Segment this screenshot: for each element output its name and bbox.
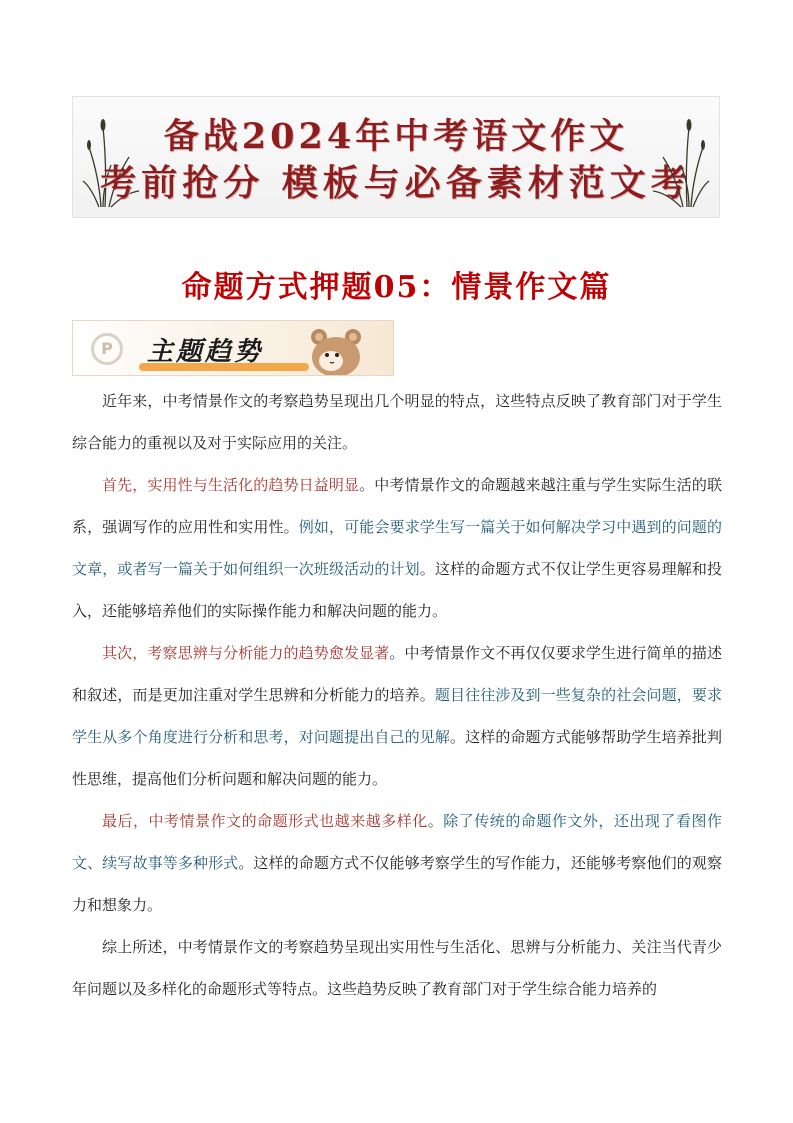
highlight-red-text: 其次，考察思辨与分析能力的趋势愈发显著 [102, 644, 390, 662]
paragraph-text: 。中考情景作文的命题越来越注重与学生实际生活的联系，强调写作的应用性和实用性。 [72, 476, 722, 536]
article-body [72, 380, 722, 1010]
paragraph-text: 。这样的命题方式不仅让学生更容易理解和投入，还能够培养他们的实际操作能力和解决问题的能力。 [72, 560, 722, 620]
paragraph-text: 综上所述，中考情景作文的考察趋势呈现出实用性与生活化、思辨与分析能力、关注当代青少年问题以及多样化的命题形式等特点。这些趋势反映了教育部门对于学生综合能力培养的 [72, 938, 722, 998]
highlight-teal-text: 除了传统的命题作文外，还出现了看图作文、续写故事等多种形式 [72, 812, 722, 872]
paragraph [72, 632, 722, 800]
paragraph [72, 380, 722, 464]
paragraph [72, 800, 722, 926]
highlight-teal-text: 例如，可能会要求学生写一篇关于如何解决学习中遇到的问题的文章，或者写一篇关于如何组织一次班级活动的计划 [72, 518, 722, 578]
paragraph-text: 。 [427, 812, 444, 830]
paragraph [72, 464, 722, 632]
banner-line-1: 备战2024年中考语文作文 [163, 116, 629, 157]
highlight-red-text: 首先，实用性与生活化的趋势日益明显 [102, 476, 360, 494]
paragraph-text: 。中考情景作文不再仅仅要求学生进行简单的描述和叙述，而是更加注重对学生思辨和分析能力的培养。 [72, 644, 722, 704]
paragraph [72, 926, 722, 1010]
grass-decoration-icon [647, 107, 711, 211]
banner-line-2: 考前抢分 模板与必备素材范文考 [100, 162, 692, 204]
section-tag [72, 320, 394, 376]
section-tag-label: 主题趋势 [147, 337, 264, 367]
bear-mascot-icon [305, 325, 367, 376]
header-banner [72, 96, 720, 218]
page-title: 命题方式押题05：情景作文篇 [181, 270, 612, 305]
highlight-red-text: 最后，中考情景作文的命题形式也越来越多样化 [102, 812, 428, 830]
p-badge-icon: P [91, 333, 123, 365]
highlight-teal-text: 题目往往涉及到一些复杂的社会问题，要求学生从多个角度进行分析和思考，对问题提出自己的见解 [72, 686, 722, 746]
paragraph-text: 近年来，中考情景作文的考察趋势呈现出几个明显的特点，这些特点反映了教育部门对于学生综合能力的重视以及对于实际应用的关注。 [72, 392, 722, 452]
paragraph-text: 。这样的命题方式能够帮助学生培养批判性思维，提高他们分析问题和解决问题的能力。 [72, 728, 722, 788]
paragraph-text: 。这样的命题方式不仅能够考察学生的写作能力，还能够考察他们的观察力和想象力。 [72, 854, 722, 914]
